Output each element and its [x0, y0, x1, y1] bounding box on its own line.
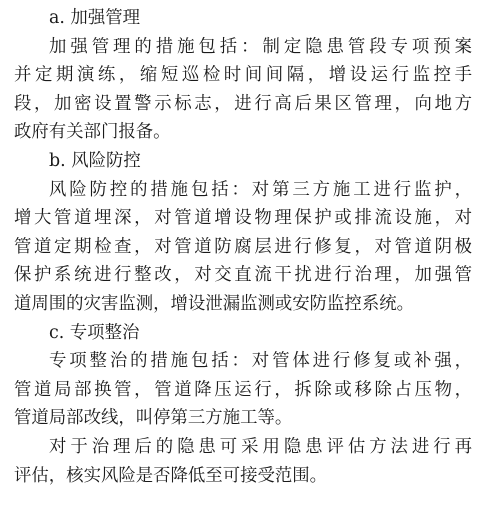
section-b-line-4: 保护系统进行整改，对交直流干扰进行治理，加强管 — [14, 265, 472, 286]
section-b-line-5: 道周围的灾害监测，增设泄漏监测或安防监控系统。 — [14, 293, 414, 314]
section-c-line-3: 管道局部改线，叫停第三方施工等。 — [14, 408, 293, 429]
section-heading-a: a. 加强管理 — [49, 8, 140, 28]
section-c-line-2: 管道局部换管，管道降压运行，拆除或移除占压物， — [14, 379, 472, 400]
document-page — [14, 4, 472, 490]
section-a-line-2: 并定期演练，缩短巡检时间间隔，增设运行监控手 — [14, 65, 472, 86]
closing-line-1: 对于治理后的隐患可采用隐患评估方法进行再 — [49, 436, 472, 457]
section-b-line-1: 风险防控的措施包括：对第三方施工进行监护， — [49, 179, 472, 200]
section-heading-b: b. 风险防控 — [49, 150, 141, 171]
section-a-line-1: 加强管理的措施包括：制定隐患管段专项预案 — [49, 36, 472, 57]
closing-line-2: 评估，核实风险是否降低至可接受范围。 — [14, 465, 328, 486]
section-heading-c: c. 专项整治 — [49, 322, 140, 343]
section-a-line-4: 政府有关部门报备。 — [14, 122, 171, 143]
section-b-line-3: 管道定期检查，对管道防腐层进行修复，对管道阴极 — [14, 236, 472, 257]
section-b-line-2: 增大管道埋深，对管道增设物理保护或排流设施，对 — [14, 208, 472, 229]
section-a-line-3: 段，加密设置警示标志，进行高后果区管理，向地方 — [14, 93, 472, 114]
section-c-line-1: 专项整治的措施包括：对管体进行修复或补强， — [49, 351, 472, 372]
